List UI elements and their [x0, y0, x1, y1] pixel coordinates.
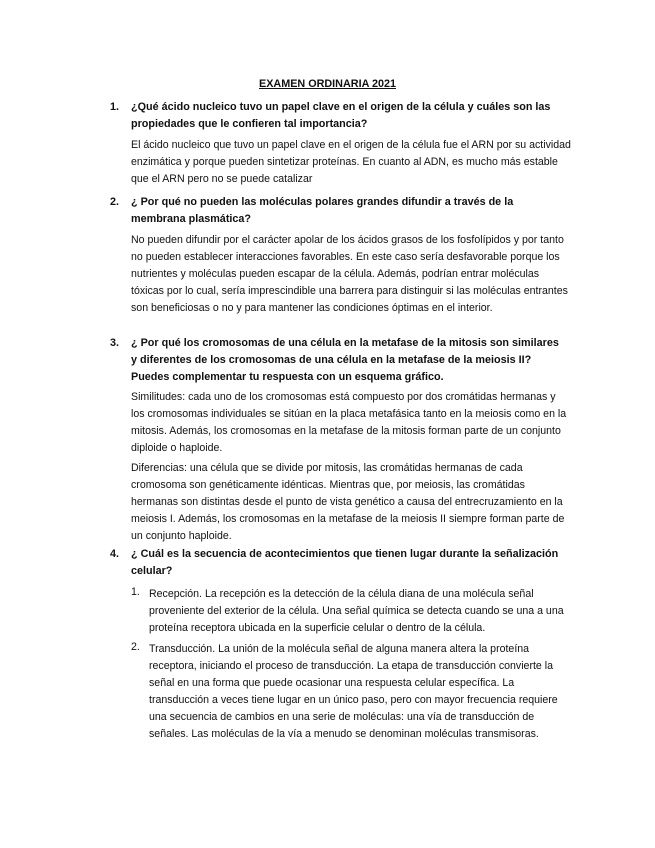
question-1-number: 1. [110, 101, 120, 113]
answer-3-differences: Diferencias: una célula que se divide por mitosis, las cromátidas hermanas de cada cromosoma son genéticamente idénticas. Mientras que, por meiosis, las cromátidas hermanas son distintas desde el punto de vista genético a causa del entrecruzamiento en la meiosis I. Además, los cromosomas en la metafase de la meiosis II siempre forman parte de un conjunto haploide. [131, 462, 565, 542]
question-4-text: ¿ Cuál es la secuencia de acontecimientos que tienen lugar durante la señalización celular? [131, 548, 559, 577]
question-2-number: 2. [110, 196, 120, 208]
question-3-text: ¿ Por qué los cromosomas de una célula en la metafase de la mitosis son similares y diferentes de los cromosomas de una célula en la metafase de la meiosis II? Puedes complementar tu respuesta con un esquema gráfico. [131, 337, 559, 383]
subitem-2-text: Transducción. La unión de la molécula señal de alguna manera altera la proteína receptora, iniciando el proceso de transducción. La etapa de transducción convierte la señal en una forma que puede ocasionar una respuesta celular específica. La transducción a veces tiene lugar en un único paso, pero con mayor frecuencia requiere una secuencia de cambios en una serie de moléculas: una vía de transducción de señales. Las moléculas de la vía a menudo se denominan moléculas transmisoras. [149, 643, 558, 740]
question-4-number: 4. [110, 548, 120, 560]
page-title: EXAMEN ORDINARIA 2021 [259, 78, 396, 90]
answer-2-paragraph: No pueden difundir por el carácter apolar de los ácidos grasos de los fosfolípidos y por tanto no pueden establecer interacciones favorables. En este caso sería desfavorable porque los nutrientes y moléculas pueden escapar de la célula. Además, podrían entrar moléculas tóxicas por lo cual, sería imprescindible una barrera para distinguir si las moléculas entrantes son beneficiosas o no y para mantener las condiciones óptimas en el interior. [131, 234, 568, 314]
answer-1-paragraph: El ácido nucleico que tuvo un papel clave en el origen de la célula fue el ARN por su actividad enzimática y porque pueden sintetizar proteínas. En cuanto al ADN, es mucho más estable que el ARN pero no se puede catalizar [131, 139, 571, 185]
subitem-1-number: 1. [131, 586, 140, 598]
subitem-1-text: Recepción. La recepción es la detección de la célula diana de una molécula señal proveniente del exterior de la célula. Una señal química se detecta cuando se una a una proteína receptora ubicada en la superficie celular o dentro de la célula. [149, 588, 564, 634]
question-2-text: ¿ Por qué no pueden las moléculas polares grandes difundir a través de la membrana plasmática? [131, 196, 514, 225]
question-1-text: ¿Qué ácido nucleico tuvo un papel clave en el origen de la célula y cuáles son las propiedades que le confieren tal importancia? [131, 101, 551, 130]
answer-3-similarities: Similitudes: cada uno de los cromosomas está compuesto por dos cromátidas hermanas y los cromosomas individuales se sitúan en la placa metafásica tanto en la meiosis como en la mitosis. Además, los cromosomas en la metafase de la mitosis forman parte de un conjunto diploide o haploide. [131, 391, 567, 454]
subitem-2-number: 2. [131, 641, 140, 653]
question-3-number: 3. [110, 337, 120, 349]
